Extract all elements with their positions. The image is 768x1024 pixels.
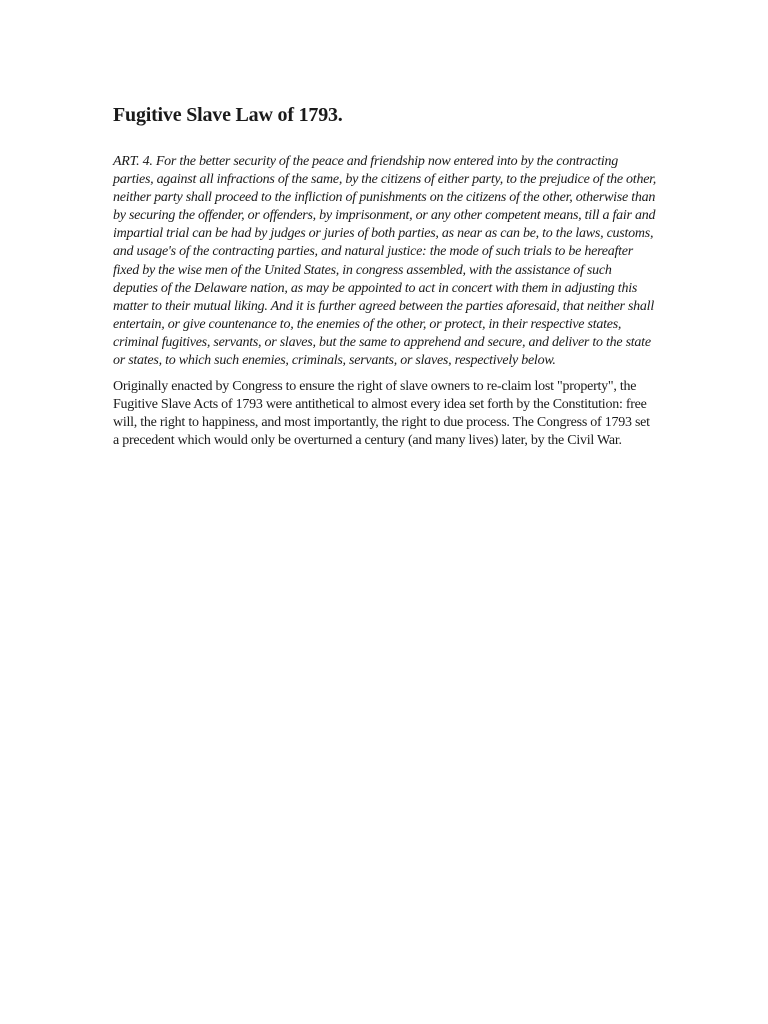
document-title: Fugitive Slave Law of 1793. <box>113 104 343 126</box>
document-content <box>113 100 658 451</box>
article-quote-paragraph: ART. 4. For the better security of the peace and friendship now entered into by the contracting parties, against all infractions of the same, by the citizens of either party, to the prejudice of the other, neither party shall proceed to the infliction of punishments on the citizens of the other, otherwise than by securing the offender, or offenders, by imprisonment, or any other competent means, till a fair and impartial trial can be had by judges or juries of both parties, as near as can be, to the laws, customs, and usage's of the contracting parties, and natural justice: the mode of such trials to be hereafter fixed by the wise men of the United States, in congress assembled, with the assistance of such deputies of the Delaware nation, as may be appointed to act in concert with them in adjusting this matter to their mutual liking. And it is further agreed between the parties aforesaid, that neither shall entertain, or give countenance to, the enemies of the other, or protect, in their respective states, criminal fugitives, servants, or slaves, but the same to apprehend and secure, and deliver to the state or states, to which such enemies, criminals, servants, or slaves, respectively below. <box>113 154 657 369</box>
commentary-paragraph: Originally enacted by Congress to ensure the right of slave owners to re-claim lost "property", the Fugitive Slave Acts of 1793 were antithetical to almost every idea set forth by the Constitution: free will, the right to happiness, and most importantly, the right to due process. The Congress of 1793 set a precedent which would only be overturned a century (and many lives) later, by the Civil War. <box>113 379 650 449</box>
